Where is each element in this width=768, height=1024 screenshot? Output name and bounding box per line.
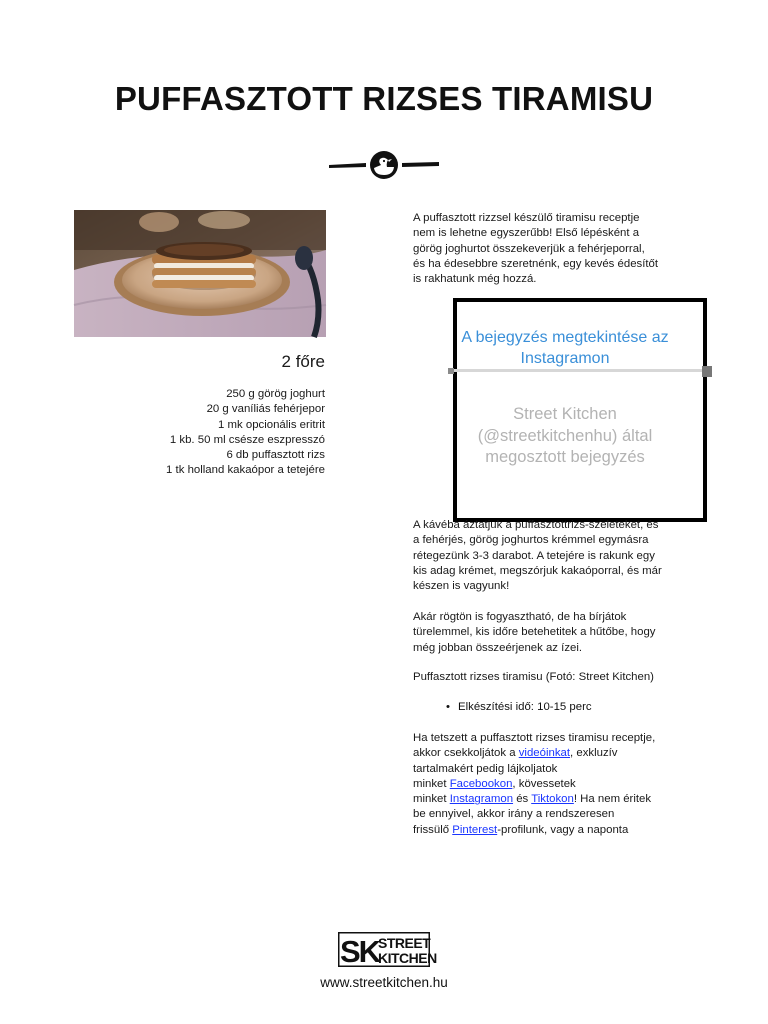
ingredient-item: 1 mk opcionális eritrit xyxy=(218,418,325,431)
logo-mark: SK xyxy=(340,934,380,969)
photo-caption xyxy=(413,670,708,685)
text-fragment: , kövessetek xyxy=(512,777,576,790)
ingredient-item: 6 db puffasztott rizs xyxy=(226,449,325,462)
text-line: be ennyivel, akkor irány a rendszeresen xyxy=(413,808,615,821)
step-paragraph xyxy=(413,518,708,594)
scrollbar-thumb[interactable] xyxy=(702,366,712,377)
text-line xyxy=(413,746,708,761)
text-line: a fehérjés, görög joghurtos krémmel egymásra xyxy=(413,534,649,547)
website-url[interactable]: www.streetkitchen.hu xyxy=(320,975,448,990)
logo-word-1: STREET xyxy=(378,935,431,951)
text-line xyxy=(413,792,708,807)
duck-icon xyxy=(326,147,442,181)
videos-link[interactable]: videóinkat xyxy=(518,747,571,760)
ingredient-item: 250 g görög joghurt xyxy=(226,388,325,400)
tiktok-link[interactable]: Tiktokon xyxy=(531,793,574,806)
intro-paragraph xyxy=(413,211,708,287)
scrollbar-track xyxy=(448,369,712,372)
recipe-info-list xyxy=(446,700,592,715)
ingredient-item: 1 tk holland kakaópor a tetejére xyxy=(166,464,325,477)
text-line: Ha tetszett a puffasztott rizses tiramisu receptje, xyxy=(413,732,656,744)
embed-scrollbar[interactable] xyxy=(448,366,712,378)
text-line: türelemmel, kis időre betehetitek a hűtőbe, hogy xyxy=(413,626,656,639)
text-fragment: minket xyxy=(413,777,450,790)
text-line: A puffasztott rizzsel készülő tiramisu receptje xyxy=(413,212,640,224)
text-line: és ha édesebbre szeretnénk, egy kevés édesítőt xyxy=(413,257,659,270)
text-line: Akár rögtön is fogyasztható, de ha bírjátok xyxy=(413,611,627,623)
pinterest-link[interactable]: Pinterest xyxy=(452,823,498,836)
text-line xyxy=(413,823,708,838)
instagram-view-link[interactable]: A bejegyzés megtekintése az Instagramon xyxy=(461,329,669,367)
recipe-photo xyxy=(74,210,326,337)
text-fragment: ! Ha nem éritek xyxy=(573,793,652,806)
instagram-link[interactable]: Instagramon xyxy=(449,793,514,806)
logo-word-2: KITCHEN xyxy=(378,950,437,966)
text-line: Puffasztott rizses tiramisu (Fotó: Street Kitchen) xyxy=(413,671,654,683)
text-line: még jobban összeérjenek az ízei. xyxy=(413,641,583,654)
prep-time: • Elkészítési idő: 10-15 perc xyxy=(446,700,592,715)
ingredient-list xyxy=(74,387,325,479)
text-line: készen is vagyunk! xyxy=(413,580,510,593)
text-fragment: frissülő xyxy=(413,823,453,836)
text-fragment: akkor csekkoljátok a xyxy=(413,747,519,760)
text-line xyxy=(413,777,708,792)
page-title: PUFFASZTOTT RIZSES TIRAMISU xyxy=(114,80,654,117)
servings-label: 2 főre xyxy=(281,352,325,371)
text-line: nem is lehetne egyszerűbb! Első lépésként a xyxy=(413,227,640,240)
text-line: kis adag krémet, megszórjuk kakaóporral, és már xyxy=(413,564,662,577)
serving-tip-paragraph xyxy=(413,610,708,656)
text-fragment: minket xyxy=(413,793,450,806)
text-fragment: -profilunk, vagy a naponta xyxy=(497,823,629,836)
text-line: tartalmakért pedig lájkoljatok xyxy=(413,762,558,775)
ingredient-item: 20 g vaníliás fehérjepor xyxy=(206,403,325,416)
ingredient-item: 1 kb. 50 ml csésze eszpresszó xyxy=(169,433,325,446)
outro-paragraph xyxy=(413,731,708,838)
scrollbar-left-cap xyxy=(448,368,454,374)
street-kitchen-logo xyxy=(338,932,437,969)
text-line: rétegezünk 3-3 darabot. A tetejére is rakunk egy xyxy=(413,549,655,562)
text-fragment: és xyxy=(513,793,532,806)
text-line: görög joghurtot összekeverjük a fehérjeporral, xyxy=(413,242,645,255)
instagram-post-caption: Street Kitchen (@streetkitchenhu) által megosztott bejegyzés xyxy=(477,405,653,466)
text-line: is rakhatunk még hozzá. xyxy=(413,273,537,286)
text-line: A kávéba áztatjuk a puffasztottrizs-szeleteket, és xyxy=(413,519,659,531)
facebook-link[interactable]: Facebookon xyxy=(449,777,513,790)
text-fragment: , exkluzív xyxy=(570,747,618,760)
